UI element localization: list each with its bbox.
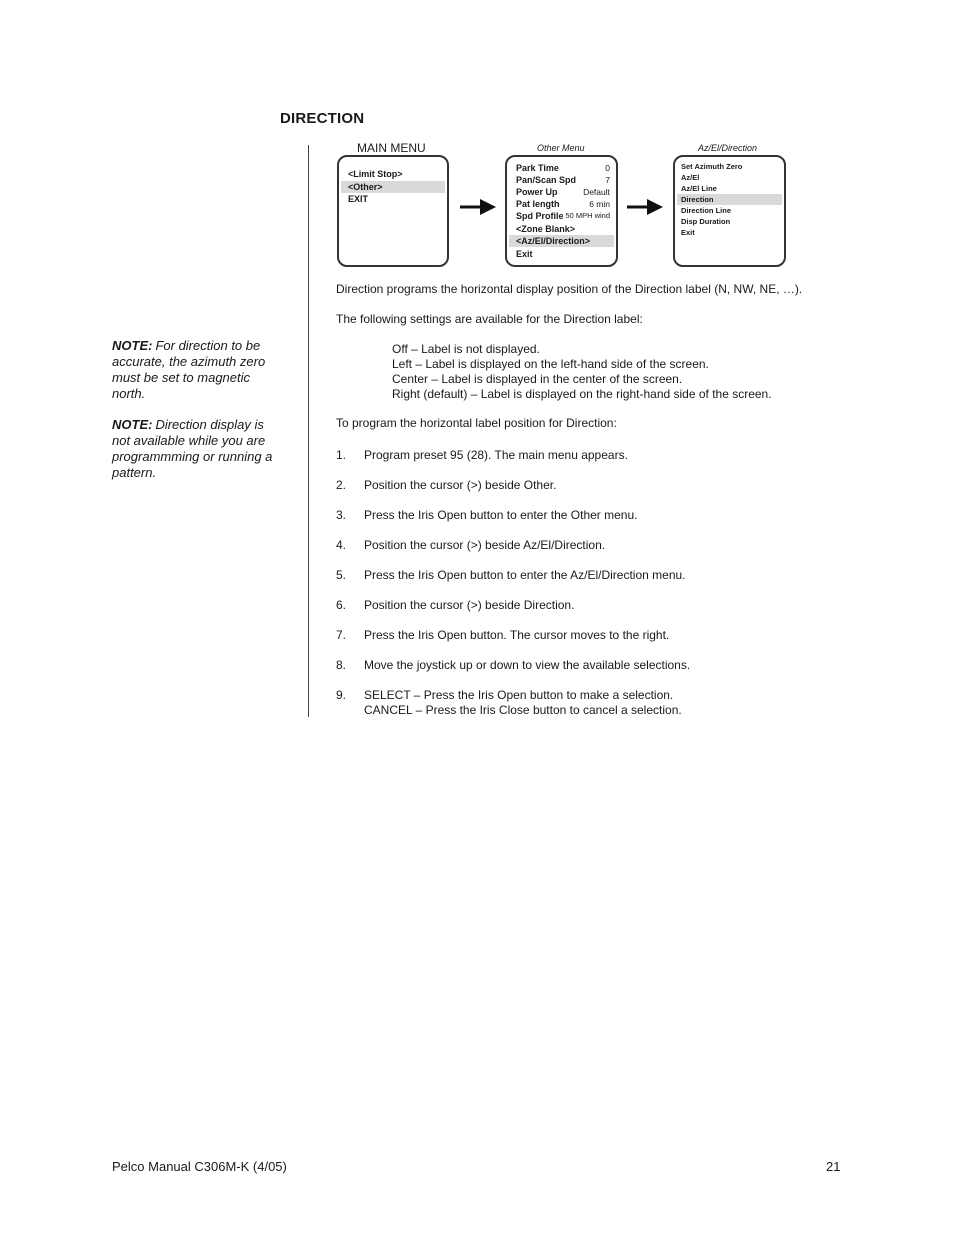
step-text: Position the cursor (>) beside Other. (364, 478, 557, 492)
menu-item: Direction Line (681, 206, 732, 215)
menu-item: Disp Duration (681, 217, 731, 226)
step-text: Press the Iris Open button to enter the Other menu. (364, 508, 638, 522)
section-heading: DIRECTION (280, 110, 365, 127)
menu-item-highlighted (509, 235, 614, 247)
note-text: Direction display is not available while you are programmming or running a pattern. (112, 417, 273, 480)
menu-item: EXIT (348, 194, 369, 204)
procedure-intro: To program the horizontal label position for Direction: (336, 416, 617, 430)
menu-item: Set Azimuth Zero (681, 162, 743, 171)
menu-item (516, 223, 614, 235)
menu-item-value: 0 (605, 163, 610, 173)
step-number: 4. (336, 538, 347, 552)
note-text: For direction to be accurate, the azimuth zero must be set to magnetic north. (112, 338, 266, 401)
step-number: 2. (336, 478, 347, 492)
arrow-right-icon (460, 199, 496, 215)
menu-item-value: 7 (605, 175, 610, 185)
arrow-right-icon (627, 199, 663, 215)
step-number: 7. (336, 628, 347, 642)
step-number: 8. (336, 658, 347, 672)
menu-item-label: Park Time (516, 163, 559, 173)
menu-item: Exit (681, 228, 695, 237)
option-off: Off – Label is not displayed. (392, 342, 540, 356)
step-number: 5. (336, 568, 347, 582)
step-number: 3. (336, 508, 347, 522)
step-text: Program preset 95 (28). The main menu appears. (364, 448, 628, 462)
menu-item-value: Default (583, 187, 610, 197)
note-azimuth (112, 338, 282, 402)
menu-item-label: Power Up (516, 187, 558, 197)
note-label: NOTE: (112, 417, 153, 432)
step-text: Position the cursor (>) beside Az/El/Direction. (364, 538, 606, 552)
menu-item (516, 162, 614, 174)
step-text: Position the cursor (>) beside Direction. (364, 598, 575, 612)
step-text: SELECT – Press the Iris Open button to make a selection. (364, 688, 674, 702)
menu-item (516, 186, 614, 198)
option-right: Right (default) – Label is displayed on the right-hand side of the screen. (392, 387, 772, 401)
step-text: Press the Iris Open button. The cursor moves to the right. (364, 628, 670, 642)
menu-item-label: Exit (516, 249, 533, 259)
footer-manual-id: Pelco Manual C306M-K (4/05) (112, 1159, 287, 1174)
menu-item-value: 6 min (589, 199, 610, 209)
menu-item-label: Spd Profile (516, 211, 564, 221)
other-menu-screen (505, 155, 618, 267)
note-pattern (112, 417, 282, 481)
menu-item-label: Pat length (516, 199, 560, 209)
menu-item: Az/El Line (681, 184, 717, 193)
other-menu-title: Other Menu (537, 143, 585, 153)
note-label: NOTE: (112, 338, 153, 353)
step-number: 9. (336, 688, 347, 702)
azel-menu-title: Az/El/Direction (698, 143, 758, 153)
menu-item-value: 50 MPH wind (565, 211, 610, 220)
footer-page-number: 21 (826, 1159, 841, 1174)
settings-intro: The following settings are available for the Direction label: (336, 312, 643, 326)
option-center: Center – Label is displayed in the center of the screen. (392, 372, 683, 386)
step-text: Move the joystick up or down to view the available selections. (364, 658, 691, 672)
menu-item-label: <Az/El/Direction> (516, 236, 591, 246)
margin-rule (308, 145, 309, 717)
step-text: CANCEL – Press the Iris Close button to cancel a selection. (364, 703, 682, 717)
menu-item-label: Pan/Scan Spd (516, 175, 577, 185)
main-menu-screen (337, 155, 449, 267)
menu-item (516, 248, 614, 260)
menu-item (516, 210, 614, 222)
option-left: Left – Label is displayed on the left-hand side of the screen. (392, 357, 709, 371)
main-menu-title: MAIN MENU (357, 141, 426, 155)
menu-item (516, 174, 614, 186)
menu-item: <Limit Stop> (348, 169, 403, 179)
step-number: 1. (336, 448, 347, 462)
step-text: Press the Iris Open button to enter the Az/El/Direction menu. (364, 568, 686, 582)
menu-item-highlighted: <Other> (341, 181, 445, 193)
step-number: 6. (336, 598, 347, 612)
azel-menu-screen (673, 155, 786, 267)
menu-item-label: <Zone Blank> (516, 224, 576, 234)
menu-item-highlighted: Direction (677, 194, 782, 205)
menu-item: Az/El (681, 173, 700, 182)
intro-paragraph: Direction programs the horizontal display position of the Direction label (N, NW, NE, …). (336, 282, 803, 296)
menu-item (516, 198, 614, 210)
